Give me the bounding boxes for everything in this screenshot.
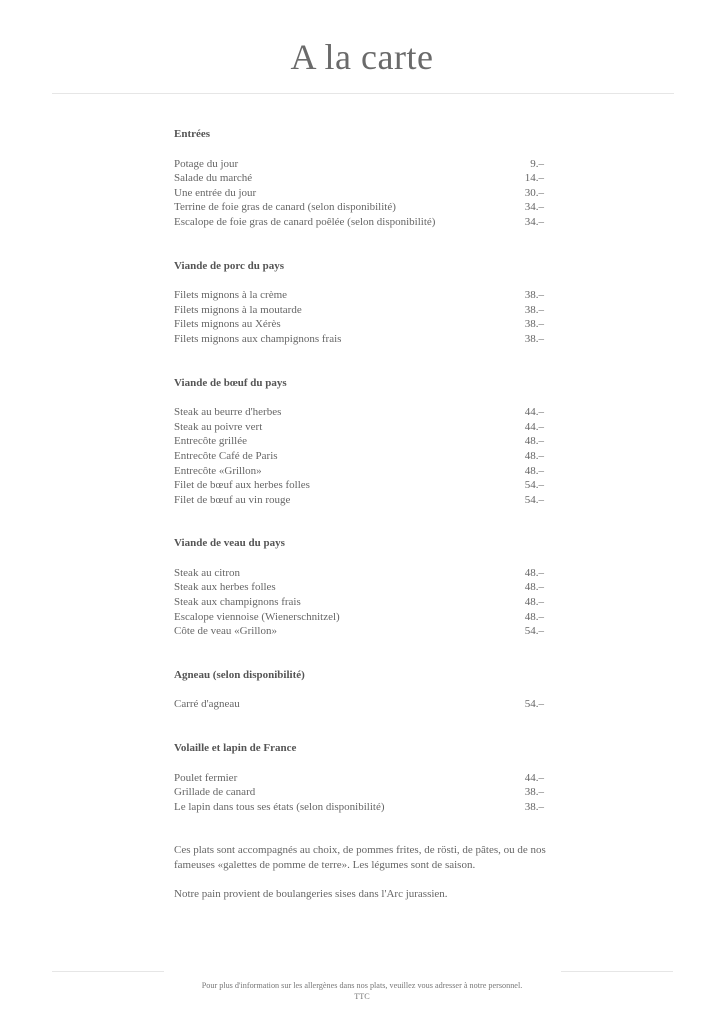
menu-item-price: 48.– [524,610,544,623]
section-title: Entrées [174,128,211,140]
menu-item-name: Steak aux champignons frais [174,596,301,609]
section-items [174,566,544,639]
menu-item-name: Le lapin dans tous ses états (selon disponibilité) [174,800,385,813]
menu-item-name: Filet de bœuf aux herbes folles [174,479,310,492]
menu-item-name: Steak aux herbes folles [174,581,276,594]
section-title: Viande de bœuf du pays [174,376,287,389]
menu-item [174,171,544,186]
menu-item [174,303,544,318]
accompaniment-note: Ces plats sont accompagnés au choix, de pommes frites, de rösti, de pâtes, ou de nos fameuses «galettes de pomme de terre». Les légumes sont de saison. [174,844,546,871]
menu-item [174,420,544,435]
menu-item-name: Grillade de canard [174,786,256,799]
menu-item-price: 48.– [524,449,544,462]
menu-item [174,771,544,786]
menu-item-price: 48.– [524,566,544,579]
ttc-note: TTC [354,992,370,1001]
menu-item-price: 48.– [524,581,544,594]
menu-item-name: Une entrée du jour [174,186,257,199]
section-items [174,288,544,346]
menu-item-price: 54.– [524,493,544,506]
menu-item-price: 14.– [524,172,544,185]
menu-notes [174,843,564,901]
menu-item-name: Escalope viennoise (Wienerschnitzel) [174,610,340,623]
menu-item [174,317,544,332]
menu-item [174,464,544,479]
menu-item-name: Entrecôte grillée [174,435,247,448]
menu-item [174,800,544,815]
menu-item-name: Filets mignons à la crème [174,289,288,302]
menu-item [174,449,544,464]
menu-item [174,697,544,712]
top-divider [52,93,674,94]
menu-item [174,288,544,303]
page-title: A la carte [290,37,434,77]
menu-item [174,595,544,610]
menu-item [174,200,544,215]
menu-item [174,580,544,595]
section-title: Volaille et lapin de France [174,742,297,755]
menu-item-name: Escalope de foie gras de canard poêlée (selon disponibilité) [174,215,436,228]
menu-item-name: Entrecôte «Grillon» [174,464,262,477]
bread-note: Notre pain provient de boulangeries sises dans l'Arc jurassien. [174,887,448,900]
menu-item-name: Terrine de foie gras de canard (selon disponibilité) [174,201,396,214]
menu-item [174,478,544,493]
menu-item [174,215,544,230]
menu-item [174,186,544,201]
menu-item [174,493,544,508]
menu-item-price: 48.– [524,596,544,609]
menu-item-name: Entrecôte Café de Paris [174,449,278,462]
menu-item-name: Steak au poivre vert [174,420,263,433]
menu-item-name: Filets mignons à la moutarde [174,303,302,316]
menu-item [174,610,544,625]
menu-item-price: 30.– [524,186,544,199]
menu-item [174,566,544,581]
section-title: Viande de porc du pays [174,259,285,272]
menu-item-name: Steak au beurre d'herbes [174,406,282,419]
footer-divider-right [561,971,673,972]
menu-item [174,624,544,639]
menu-sections [174,127,544,814]
menu-item-name: Carré d'agneau [174,698,240,711]
section-items [174,771,544,815]
menu-item-price: 44.– [524,406,544,419]
menu-item-price: 38.– [524,800,544,813]
menu-item-price: 38.– [524,303,544,316]
menu-item-price: 48.– [524,464,544,477]
menu-item [174,785,544,800]
menu-item-price: 9.– [530,157,544,170]
menu-item [174,332,544,347]
footer-divider-left [52,971,164,972]
menu-item-price: 48.– [524,435,544,448]
menu-item-price: 54.– [524,698,544,711]
menu-item-price: 44.– [524,771,544,784]
section-items [174,157,544,230]
menu-item-price: 38.– [524,289,544,302]
menu-item-name: Salade du marché [174,172,253,185]
section-title: Agneau (selon disponibilité) [174,668,305,681]
menu-item [174,434,544,449]
menu-item-name: Steak au citron [174,566,240,579]
footer [0,980,724,1002]
section-items [174,697,544,712]
menu-item [174,157,544,172]
menu-item-name: Potage du jour [174,157,239,170]
menu-item-price: 38.– [524,786,544,799]
menu-item-name: Filets mignons au Xérès [174,318,281,331]
menu-item-price: 38.– [524,332,544,345]
menu-item-price: 34.– [524,215,544,228]
menu-item-price: 44.– [524,420,544,433]
menu-item-name: Côte de veau «Grillon» [174,625,277,638]
menu-item-name: Poulet fermier [174,771,238,784]
section-title: Viande de veau du pays [174,537,285,550]
section-items [174,405,544,507]
menu-item-name: Filet de bœuf au vin rouge [174,493,291,506]
allergen-note: Pour plus d'information sur les allergènes dans nos plats, veuillez vous adresser à notre personnel. [201,981,523,990]
menu-content [174,127,544,915]
menu-item-name: Filets mignons aux champignons frais [174,332,342,345]
menu-item-price: 54.– [524,625,544,638]
menu-item-price: 34.– [524,201,544,214]
menu-item-price: 38.– [524,318,544,331]
menu-item [174,405,544,420]
menu-item-price: 54.– [524,479,544,492]
